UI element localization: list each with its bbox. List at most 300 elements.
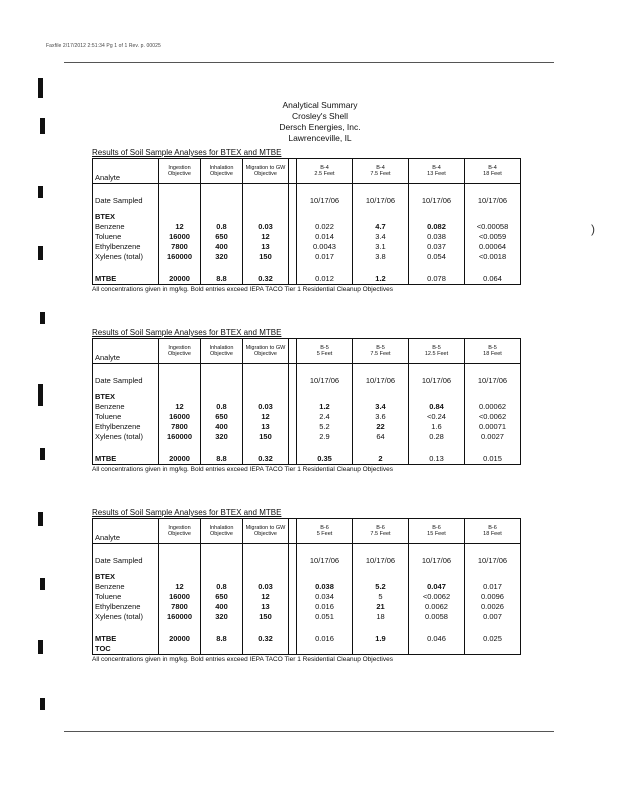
binding-mark xyxy=(38,186,43,198)
sample-value: 5.2 xyxy=(353,582,409,592)
binding-mark xyxy=(40,118,45,134)
objective-value: 20000 xyxy=(159,454,201,465)
gap-cell xyxy=(289,402,297,412)
toc-row xyxy=(93,644,521,655)
sample-value: 0.017 xyxy=(465,582,521,592)
sample-value: 3.4 xyxy=(353,232,409,242)
sample-value: 10/17/06 xyxy=(465,190,521,212)
gap-cell xyxy=(289,550,297,572)
gap-cell xyxy=(289,572,297,582)
sample-value: 1.9 xyxy=(353,634,409,644)
objective-value: 20000 xyxy=(159,274,201,285)
scan-mark: ) xyxy=(591,222,595,236)
sample-value: 0.0027 xyxy=(465,432,521,442)
binding-mark xyxy=(38,384,43,406)
binding-mark xyxy=(38,246,43,260)
objective-value: 0.03 xyxy=(243,402,289,412)
sample-value: 2.9 xyxy=(297,432,353,442)
sample-value xyxy=(297,644,353,655)
objective-value: 7800 xyxy=(159,422,201,432)
objective-value xyxy=(243,370,289,392)
section-title: Results of Soil Sample Analyses for BTEX and MTBE xyxy=(92,148,282,157)
sample-value xyxy=(465,572,521,582)
sample-header xyxy=(353,519,409,544)
row-label: Date Sampled xyxy=(93,550,159,572)
objective-value: 0.32 xyxy=(243,274,289,285)
sample-value xyxy=(409,442,465,454)
row-label: MTBE xyxy=(93,634,159,644)
ethylbenzene-row xyxy=(93,602,521,612)
sample-depth: 18 Feet xyxy=(483,351,502,357)
objective-value: 7800 xyxy=(159,242,201,252)
objective-value xyxy=(243,572,289,582)
objective-value xyxy=(201,572,243,582)
gap-cell xyxy=(289,634,297,644)
sample-value: <0.0062 xyxy=(465,412,521,422)
sample-id: B-5 xyxy=(320,345,329,351)
sample-id: B-6 xyxy=(432,525,441,531)
objective-value xyxy=(243,190,289,212)
toluene-row xyxy=(93,412,521,422)
sample-value: 0.13 xyxy=(409,454,465,465)
sample-value: 0.078 xyxy=(409,274,465,285)
row-label: MTBE xyxy=(93,454,159,465)
ethylbenzene-row xyxy=(93,422,521,432)
sample-value: 10/17/06 xyxy=(353,190,409,212)
row-label: Toluene xyxy=(93,412,159,422)
sample-depth: 18 Feet xyxy=(483,531,502,537)
objective-value: 0.03 xyxy=(243,222,289,232)
mtbe-row xyxy=(93,274,521,285)
sample-header xyxy=(353,159,409,184)
objective-value xyxy=(201,622,243,634)
sample-value: 10/17/06 xyxy=(297,370,353,392)
bottom-rule xyxy=(64,731,554,732)
sample-value: <0.00058 xyxy=(465,222,521,232)
sample-value: 0.038 xyxy=(297,582,353,592)
objective-value xyxy=(243,622,289,634)
objective-value: 20000 xyxy=(159,634,201,644)
objective-value: 650 xyxy=(201,412,243,422)
gap-cell xyxy=(289,370,297,392)
sample-value: <0.0018 xyxy=(465,252,521,262)
objective-value xyxy=(159,190,201,212)
objective-value: 0.8 xyxy=(201,582,243,592)
sample-id: B-6 xyxy=(320,525,329,531)
gap-cell xyxy=(289,222,297,232)
objective-value: 7800 xyxy=(159,602,201,612)
sample-value: 5 xyxy=(353,592,409,602)
sample-value: 2.4 xyxy=(297,412,353,422)
sample-value: 0.00062 xyxy=(465,402,521,412)
sample-value: 10/17/06 xyxy=(465,370,521,392)
sample-value: 10/17/06 xyxy=(465,550,521,572)
section-title: Results of Soil Sample Analyses for BTEX and MTBE xyxy=(92,328,282,337)
sample-value xyxy=(465,392,521,402)
sample-id: B-5 xyxy=(432,345,441,351)
ethylbenzene-row xyxy=(93,242,521,252)
objective-value: 650 xyxy=(201,232,243,242)
sample-value: 3.6 xyxy=(353,412,409,422)
row-label: Xylenes (total) xyxy=(93,432,159,442)
date-row xyxy=(93,370,521,392)
objective-header: Inhalation Objective xyxy=(201,159,243,184)
sample-id: B-4 xyxy=(488,165,497,171)
sample-value xyxy=(353,622,409,634)
row-label: Xylenes (total) xyxy=(93,612,159,622)
objective-value: 150 xyxy=(243,612,289,622)
objective-value: 0.03 xyxy=(243,582,289,592)
sample-value: 0.007 xyxy=(465,612,521,622)
binding-mark xyxy=(38,640,43,654)
sample-value xyxy=(297,212,353,222)
sample-value: 2 xyxy=(353,454,409,465)
sample-value xyxy=(409,392,465,402)
sample-value xyxy=(465,262,521,274)
sample-value: 0.017 xyxy=(297,252,353,262)
top-rule xyxy=(64,62,554,63)
results-table xyxy=(92,338,521,465)
analyte-header: Analyte xyxy=(93,159,159,184)
objective-value xyxy=(243,442,289,454)
sample-header xyxy=(465,339,521,364)
mtbe-row xyxy=(93,634,521,644)
sample-depth: 18 Feet xyxy=(483,171,502,177)
xylenes-row xyxy=(93,252,521,262)
sample-value: 21 xyxy=(353,602,409,612)
sample-header xyxy=(409,159,465,184)
sample-value: 0.025 xyxy=(465,634,521,644)
objective-value xyxy=(159,212,201,222)
sample-value: 0.0096 xyxy=(465,592,521,602)
sample-value xyxy=(465,622,521,634)
toluene-row xyxy=(93,592,521,602)
objective-value xyxy=(201,550,243,572)
objective-value: 12 xyxy=(159,402,201,412)
row-label: TOC xyxy=(93,644,159,655)
sample-id: B-6 xyxy=(488,525,497,531)
sample-value: 1.6 xyxy=(409,422,465,432)
sample-header xyxy=(465,159,521,184)
sample-id: B-5 xyxy=(488,345,497,351)
sample-depth: 5 Feet xyxy=(316,351,333,357)
objective-header: Migration to GW Objective xyxy=(243,159,289,184)
sample-value: 0.054 xyxy=(409,252,465,262)
binding-mark xyxy=(38,512,43,526)
sample-value xyxy=(409,212,465,222)
sample-value: 0.00071 xyxy=(465,422,521,432)
objective-value: 0.32 xyxy=(243,454,289,465)
spacer-row xyxy=(93,442,521,454)
objective-header: Ingestion Objective xyxy=(159,159,201,184)
sample-value: 0.082 xyxy=(409,222,465,232)
objective-value: 12 xyxy=(159,582,201,592)
gap-cell xyxy=(289,392,297,402)
binding-mark xyxy=(40,578,45,590)
sample-value xyxy=(353,212,409,222)
sample-header xyxy=(409,519,465,544)
objective-value xyxy=(159,370,201,392)
gap-cell xyxy=(289,412,297,422)
gap-cell xyxy=(289,454,297,465)
row-label xyxy=(93,262,159,274)
sample-header xyxy=(297,159,353,184)
binding-mark xyxy=(40,698,45,710)
sample-value xyxy=(353,572,409,582)
objective-value: 16000 xyxy=(159,592,201,602)
row-label: Ethylbenzene xyxy=(93,422,159,432)
objective-value xyxy=(159,644,201,655)
gap-cell xyxy=(289,339,297,364)
sample-value: <0.0062 xyxy=(409,592,465,602)
sample-value: 4.7 xyxy=(353,222,409,232)
sample-depth: 13 Feet xyxy=(427,171,446,177)
objective-value xyxy=(159,572,201,582)
objective-header: Inhalation Objective xyxy=(201,519,243,544)
sample-value: 1.2 xyxy=(353,274,409,285)
row-label: MTBE xyxy=(93,274,159,285)
sample-value: 0.064 xyxy=(465,274,521,285)
row-label xyxy=(93,442,159,454)
document-header xyxy=(230,100,410,144)
sample-id: B-6 xyxy=(376,525,385,531)
objective-value xyxy=(243,262,289,274)
sample-value: 0.016 xyxy=(297,634,353,644)
sample-value: 3.4 xyxy=(353,402,409,412)
gap-cell xyxy=(289,422,297,432)
gap-cell xyxy=(289,602,297,612)
sample-value: 0.016 xyxy=(297,602,353,612)
sample-value: 10/17/06 xyxy=(353,370,409,392)
sample-value: 0.046 xyxy=(409,634,465,644)
gap-cell xyxy=(289,519,297,544)
objective-value: 320 xyxy=(201,612,243,622)
gap-cell xyxy=(289,232,297,242)
sample-id: B-4 xyxy=(432,165,441,171)
objective-value xyxy=(159,262,201,274)
sample-value: 0.012 xyxy=(297,274,353,285)
gap-cell xyxy=(289,442,297,454)
sample-value xyxy=(465,212,521,222)
gap-cell xyxy=(289,190,297,212)
objective-header: Migration to GW Objective xyxy=(243,339,289,364)
objective-value xyxy=(201,262,243,274)
objective-value: 13 xyxy=(243,422,289,432)
binding-mark xyxy=(38,78,43,98)
sample-value xyxy=(465,442,521,454)
objective-value: 13 xyxy=(243,602,289,612)
sample-value: 10/17/06 xyxy=(297,190,353,212)
benzene-row xyxy=(93,402,521,412)
sample-value: 0.014 xyxy=(297,232,353,242)
gap-cell xyxy=(289,252,297,262)
gap-cell xyxy=(289,159,297,184)
sample-value xyxy=(409,644,465,655)
objective-value: 12 xyxy=(243,412,289,422)
objective-value xyxy=(201,392,243,402)
objective-header: Ingestion Objective xyxy=(159,339,201,364)
row-label: Date Sampled xyxy=(93,370,159,392)
objective-value: 8.8 xyxy=(201,454,243,465)
objective-value: 8.8 xyxy=(201,274,243,285)
sample-header xyxy=(297,519,353,544)
objective-value xyxy=(201,442,243,454)
sample-value: 10/17/06 xyxy=(409,370,465,392)
objective-value xyxy=(243,392,289,402)
sample-value xyxy=(297,572,353,582)
objective-header: Inhalation Objective xyxy=(201,339,243,364)
results-table xyxy=(92,518,521,655)
objective-header: Ingestion Objective xyxy=(159,519,201,544)
results-section xyxy=(92,328,520,473)
sample-depth: 7.5 Feet xyxy=(370,171,391,177)
spacer-row xyxy=(93,262,521,274)
row-label: Ethylbenzene xyxy=(93,602,159,612)
sample-value: 0.051 xyxy=(297,612,353,622)
row-label: Date Sampled xyxy=(93,190,159,212)
sample-value: 10/17/06 xyxy=(297,550,353,572)
gap-cell xyxy=(289,644,297,655)
objective-header: Migration to GW Objective xyxy=(243,519,289,544)
objective-value xyxy=(201,212,243,222)
header-line-2: Crosley's Shell xyxy=(292,111,348,121)
xylenes-row xyxy=(93,612,521,622)
gap-cell xyxy=(289,262,297,274)
gap-cell xyxy=(289,582,297,592)
objective-value: 160000 xyxy=(159,252,201,262)
toluene-row xyxy=(93,232,521,242)
objective-value: 320 xyxy=(201,252,243,262)
btex-heading-row xyxy=(93,392,521,402)
sample-value xyxy=(409,262,465,274)
row-label: Benzene xyxy=(93,582,159,592)
objective-value xyxy=(201,190,243,212)
sample-value xyxy=(353,262,409,274)
sample-depth: 2.5 Feet xyxy=(314,171,335,177)
section-title: Results of Soil Sample Analyses for BTEX and MTBE xyxy=(92,508,282,517)
mtbe-row xyxy=(93,454,521,465)
objective-value xyxy=(159,392,201,402)
sample-depth: 12.5 Feet xyxy=(424,351,449,357)
objective-value: 0.8 xyxy=(201,222,243,232)
header-line-3: Dersch Energies, Inc. xyxy=(279,122,361,132)
row-label: BTEX xyxy=(93,212,159,222)
header-line-4: Lawrenceville, IL xyxy=(288,133,352,143)
sample-id: B-4 xyxy=(320,165,329,171)
sample-value: 0.047 xyxy=(409,582,465,592)
sample-id: B-4 xyxy=(376,165,385,171)
sample-depth: 5 Feet xyxy=(316,531,333,537)
sample-value: 22 xyxy=(353,422,409,432)
sample-value: 10/17/06 xyxy=(353,550,409,572)
objective-value: 16000 xyxy=(159,232,201,242)
sample-depth: 7.5 Feet xyxy=(370,351,391,357)
objective-value: 8.8 xyxy=(201,634,243,644)
row-label: Benzene xyxy=(93,402,159,412)
date-row xyxy=(93,190,521,212)
sample-value: 0.0062 xyxy=(409,602,465,612)
btex-heading-row xyxy=(93,212,521,222)
table-note: All concentrations given in mg/kg. Bold entries exceed IEPA TACO Tier 1 Residential Cleanup Objectives xyxy=(92,466,393,473)
spacer-row xyxy=(93,622,521,634)
sample-header xyxy=(353,339,409,364)
sample-value xyxy=(353,644,409,655)
objective-value xyxy=(201,370,243,392)
sample-depth: 7.5 Feet xyxy=(370,531,391,537)
sample-value: 3.1 xyxy=(353,242,409,252)
sample-value: <0.0059 xyxy=(465,232,521,242)
date-row xyxy=(93,550,521,572)
objective-value: 16000 xyxy=(159,412,201,422)
binding-mark xyxy=(40,448,45,460)
binding-mark xyxy=(40,312,45,324)
objective-value: 12 xyxy=(159,222,201,232)
analyte-header: Analyte xyxy=(93,519,159,544)
sample-value: 0.00064 xyxy=(465,242,521,252)
gap-cell xyxy=(289,212,297,222)
objective-value xyxy=(243,212,289,222)
sample-value: 5.2 xyxy=(297,422,353,432)
sample-value: 0.037 xyxy=(409,242,465,252)
objective-value: 0.8 xyxy=(201,402,243,412)
sample-header xyxy=(465,519,521,544)
objective-value: 12 xyxy=(243,592,289,602)
table-note: All concentrations given in mg/kg. Bold entries exceed IEPA TACO Tier 1 Residential Cleanup Objectives xyxy=(92,656,393,663)
sample-value: 0.28 xyxy=(409,432,465,442)
objective-value xyxy=(159,550,201,572)
objective-value: 150 xyxy=(243,252,289,262)
header-line-1: Analytical Summary xyxy=(282,100,358,110)
sample-value: 0.0058 xyxy=(409,612,465,622)
row-label: Toluene xyxy=(93,232,159,242)
objective-value xyxy=(243,644,289,655)
gap-cell xyxy=(289,592,297,602)
sample-value xyxy=(353,392,409,402)
objective-value: 320 xyxy=(201,432,243,442)
objective-value xyxy=(159,622,201,634)
sample-value xyxy=(297,442,353,454)
sample-id: B-5 xyxy=(376,345,385,351)
table-note: All concentrations given in mg/kg. Bold entries exceed IEPA TACO Tier 1 Residential Cleanup Objectives xyxy=(92,286,393,293)
btex-heading-row xyxy=(93,572,521,582)
objective-value: 0.32 xyxy=(243,634,289,644)
sample-value xyxy=(409,622,465,634)
row-label: Xylenes (total) xyxy=(93,252,159,262)
row-label: BTEX xyxy=(93,392,159,402)
sample-header xyxy=(409,339,465,364)
sample-depth: 15 Feet xyxy=(427,531,446,537)
sample-value: 3.8 xyxy=(353,252,409,262)
objective-value xyxy=(243,550,289,572)
benzene-row xyxy=(93,582,521,592)
objective-value: 150 xyxy=(243,432,289,442)
results-table xyxy=(92,158,521,285)
benzene-row xyxy=(93,222,521,232)
sample-value: 0.015 xyxy=(465,454,521,465)
sample-value xyxy=(465,644,521,655)
objective-value xyxy=(159,442,201,454)
xylenes-row xyxy=(93,432,521,442)
sample-value: 0.0043 xyxy=(297,242,353,252)
sample-value: 10/17/06 xyxy=(409,550,465,572)
sample-value: 0.35 xyxy=(297,454,353,465)
sample-value: 64 xyxy=(353,432,409,442)
analyte-header: Analyte xyxy=(93,339,159,364)
sample-value: 0.034 xyxy=(297,592,353,602)
objective-value: 650 xyxy=(201,592,243,602)
sample-value xyxy=(297,392,353,402)
sample-value xyxy=(409,572,465,582)
